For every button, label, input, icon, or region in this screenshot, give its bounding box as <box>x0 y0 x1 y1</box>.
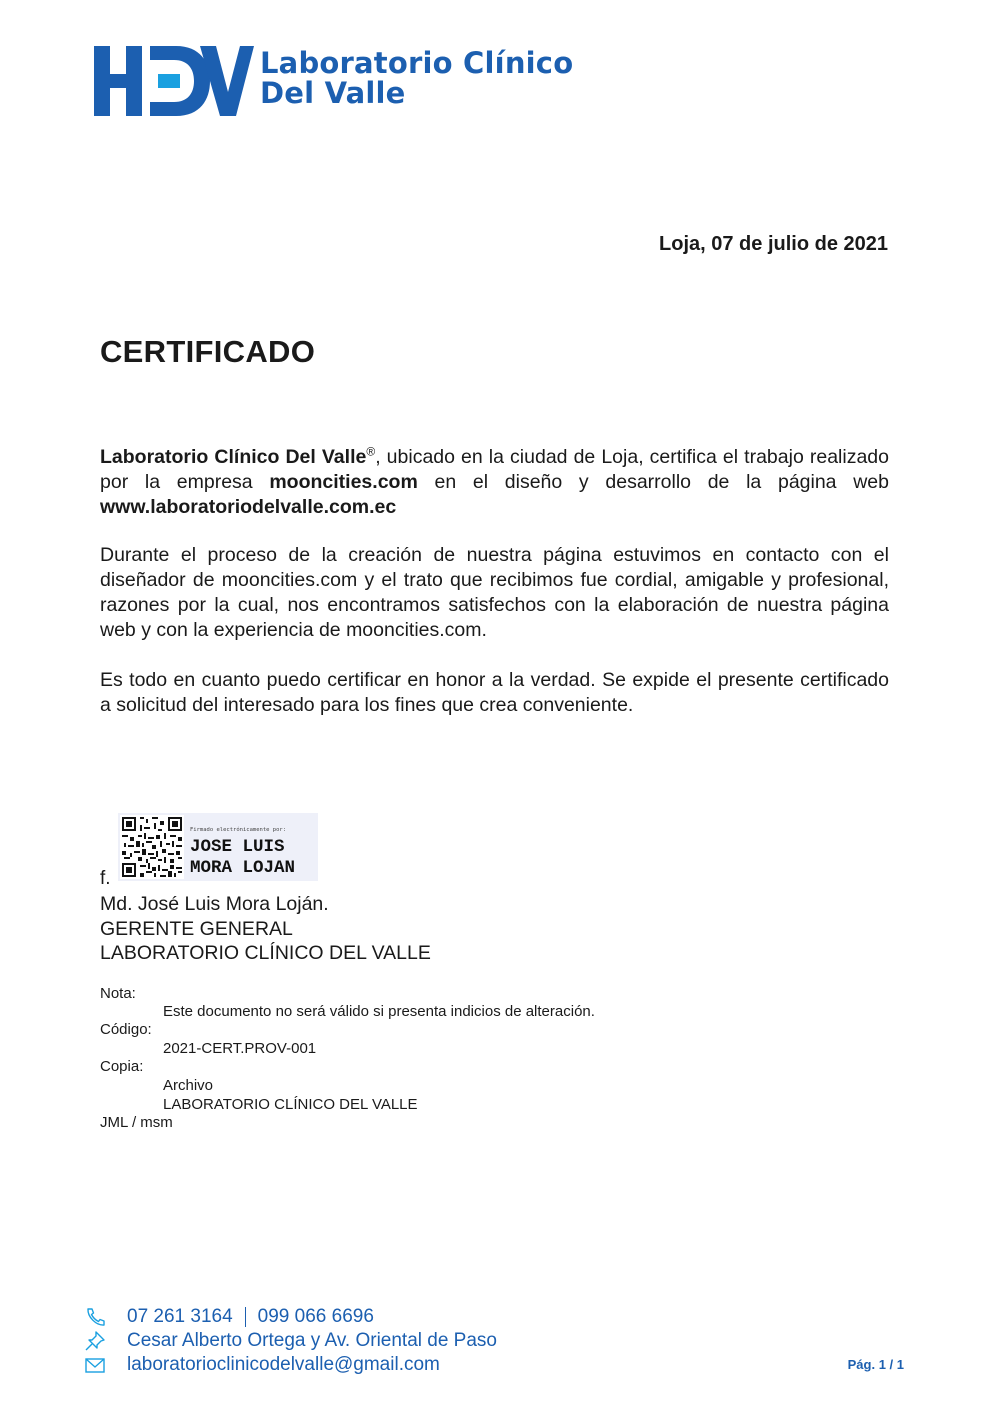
hdv-logo-mark <box>92 40 254 120</box>
stamp-name-line-2: MORA LOJAN <box>190 858 296 878</box>
copia-label: Copia: <box>100 1058 144 1075</box>
vendor-name: mooncities.com <box>269 471 418 493</box>
footer-address: Cesar Alberto Ortega y Av. Oriental de Paso <box>127 1330 497 1351</box>
company-logo <box>92 40 574 120</box>
codigo-label: Código: <box>100 1021 152 1038</box>
document-title: CERTIFICADO <box>100 334 316 369</box>
signer-name: Md. José Luis Mora Loján. <box>100 893 329 915</box>
page-number: Pág. 1 / 1 <box>847 1357 904 1372</box>
phone-icon <box>84 1307 106 1327</box>
footer-separator <box>245 1307 246 1327</box>
stamp-signer-name <box>190 837 295 879</box>
footer-phones <box>127 1306 374 1328</box>
paragraph-1 <box>100 445 889 520</box>
stamp-caption: Firmado electrónicamente por: <box>190 827 287 833</box>
initials: JML / msm <box>100 1114 173 1131</box>
website-url: www.laboratoriodelvalle.com.ec <box>100 496 397 518</box>
footer-phone-1: 07 261 3164 <box>127 1306 233 1327</box>
signer-role: GERENTE GENERAL <box>100 918 293 940</box>
signer-organization: LABORATORIO CLÍNICO DEL VALLE <box>100 942 431 964</box>
document-date: Loja, 07 de julio de 2021 <box>659 233 888 255</box>
footer-phone-2: 099 066 6696 <box>257 1306 374 1327</box>
logo-line-1: Laboratorio Clínico <box>260 46 574 80</box>
pin-icon <box>84 1331 106 1351</box>
paragraph-3: Es todo en cuanto puedo certificar en honor a la verdad. Se expide el presente certificado a solicitud del interesado para los fines que crea conveniente. <box>100 669 889 716</box>
signature-prefix: f. <box>100 868 111 889</box>
company-name: Laboratorio Clínico Del Valle <box>100 446 367 468</box>
footer-email[interactable]: laboratorioclinicodelvalle@gmail.com <box>127 1354 440 1375</box>
p1-text-1: , ubicado en la ciudad de Loja, certifica el trabajo realizado por la empresa <box>100 446 889 493</box>
codigo-value: 2021-CERT.PROV-001 <box>163 1040 317 1057</box>
nota-label: Nota: <box>100 985 136 1002</box>
logo-line-2: Del Valle <box>260 76 406 110</box>
paragraph-2: Durante el proceso de la creación de nuestra página estuvimos en contacto con el diseñador de mooncities.com y el trato que recibimos fue cordial, amigable y profesional, razones por la cual, nos encontramos satisfechos con la elaboración de nuestra página web y con la experiencia de mooncities.com. <box>100 544 889 641</box>
p1-text-2: en el diseño y desarrollo de la página web <box>417 471 890 493</box>
logo-wordmark <box>260 48 573 108</box>
registered-mark: ® <box>366 444 376 459</box>
copia-value-2: LABORATORIO CLÍNICO DEL VALLE <box>163 1096 418 1113</box>
stamp-name-line-1: JOSE LUIS <box>190 837 285 857</box>
copia-value-1: Archivo <box>163 1077 214 1094</box>
qr-code-icon <box>120 815 184 879</box>
electronic-signature-stamp <box>118 813 318 881</box>
mail-icon <box>84 1356 106 1376</box>
nota-value: Este documento no será válido si presenta indicios de alteración. <box>163 1003 595 1020</box>
